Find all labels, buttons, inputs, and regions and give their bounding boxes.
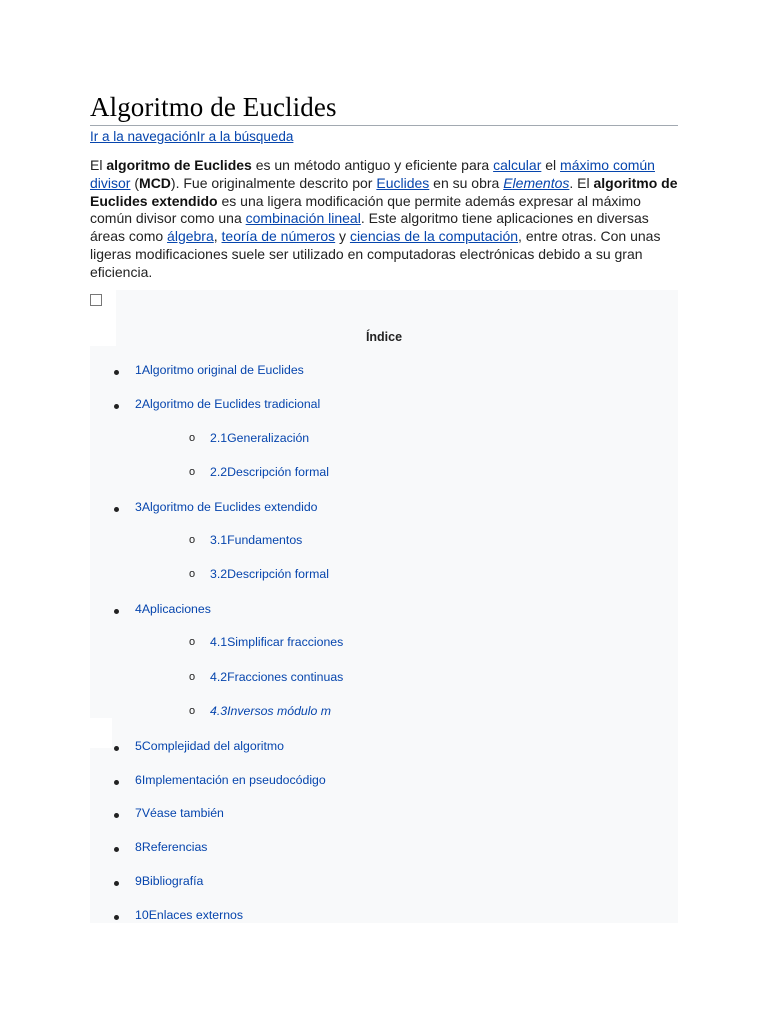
toc-entry[interactable]	[210, 533, 302, 547]
toc-bullet	[114, 813, 119, 818]
toc-entry-text: Algoritmo de Euclides extendido	[141, 500, 318, 514]
toc-bullet	[114, 847, 119, 852]
intro-bold-term: MCD	[139, 174, 171, 191]
toc-entry[interactable]	[135, 806, 224, 820]
toc-entry-text: Enlaces externos	[148, 908, 244, 922]
toc-entry[interactable]	[135, 739, 284, 753]
intro-text: ). Fue originalmente descrito por	[170, 174, 377, 191]
link-calcular[interactable]: calcular	[493, 157, 542, 173]
title-divider	[90, 125, 678, 126]
toc-sub-bullet: o	[189, 671, 196, 683]
toc-entry[interactable]	[210, 465, 329, 479]
intro-paragraph	[90, 157, 678, 282]
toc-entry-text: Referencias	[141, 840, 208, 854]
intro-bold-term: algoritmo de Euclides	[106, 157, 252, 173]
toc-entry[interactable]	[135, 773, 326, 787]
toc-entry[interactable]	[135, 840, 207, 854]
toc-bullet	[114, 915, 119, 920]
toc-entry-number: 2	[135, 397, 142, 411]
toc-entry[interactable]	[210, 635, 343, 649]
toc-bullet	[114, 609, 119, 614]
toc-bullet	[114, 507, 119, 512]
link-euclides[interactable]: Euclides	[376, 174, 430, 191]
intro-bold-term: algoritmo de Euclides extendido	[90, 174, 678, 209]
toc-entry-text: Implementación en pseudocódigo	[141, 773, 326, 787]
toc-entry-number: 5	[135, 739, 142, 753]
intro-text: (	[130, 174, 140, 191]
toc-entry[interactable]	[135, 874, 203, 888]
toc-entry-text: Aplicaciones	[141, 602, 211, 616]
toc-entry-text: Véase también	[141, 806, 224, 820]
toc-entry-number: 4.2	[210, 670, 228, 684]
intro-text: es una ligera modificación que permite además expresar al máximo común divisor como una	[90, 192, 641, 227]
jump-to-navigation-link[interactable]: Ir a la navegación	[90, 129, 197, 144]
intro-text: . El	[569, 174, 594, 191]
toc-sub-bullet: o	[189, 432, 196, 444]
toc-entry[interactable]	[210, 431, 309, 445]
toc-sub-bullet: o	[189, 568, 196, 580]
toc-entry-text: Algoritmo de Euclides tradicional	[141, 397, 321, 411]
toc-entry-number: 2.2	[210, 465, 228, 479]
toc-entry-text: Inversos módulo m	[227, 704, 331, 718]
link-combinacion-lineal[interactable]: combinación lineal	[245, 210, 361, 227]
jump-links	[90, 129, 293, 144]
page-title: Algoritmo de Euclides	[90, 92, 337, 122]
link-teoria-de-numeros[interactable]: teoría de números	[221, 228, 336, 245]
link-maximo-comun-divisor[interactable]: máximo común divisor	[90, 157, 655, 191]
toc-entry-text: Descripción formal	[227, 465, 329, 479]
jump-to-search-link[interactable]: Ir a la búsqueda	[196, 129, 294, 144]
toc-entry-number: 10	[135, 908, 149, 922]
intro-text: ,	[213, 228, 222, 245]
intro-text: es un método antiguo y eficiente para	[251, 157, 494, 173]
toc-entry[interactable]	[135, 363, 304, 377]
toc-entry-number: 3.2	[210, 567, 228, 581]
toc-bullet	[114, 404, 119, 409]
toc-entry-number: 9	[135, 874, 142, 888]
toc-entry[interactable]	[135, 397, 320, 411]
intro-text: y	[335, 228, 350, 245]
toc-entry-text: Fundamentos	[227, 533, 303, 547]
toc-entry-number: 8	[135, 840, 142, 854]
toc-entry[interactable]	[135, 602, 211, 616]
toc-sub-bullet: o	[189, 705, 196, 717]
toc-gap	[90, 718, 112, 748]
intro-text: en su obra	[429, 174, 504, 191]
toc-entry-text: Descripción formal	[227, 567, 329, 581]
toc-bullet	[114, 370, 119, 375]
intro-text: , entre otras. Con unas ligeras modificaciones suele ser utilizado en computadoras electrónicas debido a su gran eficiencia.	[90, 228, 661, 280]
toc-entry-text: Generalización	[227, 431, 310, 445]
toc-bullet	[114, 746, 119, 751]
intro-text: el	[541, 157, 561, 173]
toc-entry-number: 7	[135, 806, 142, 820]
toc-bullet	[114, 881, 119, 886]
toc-entry-number: 2.1	[210, 431, 228, 445]
toc-sub-bullet: o	[189, 466, 196, 478]
toc-entry[interactable]	[210, 670, 343, 684]
toc-entry-text: Complejidad del algoritmo	[141, 739, 285, 753]
link-algebra[interactable]: álgebra	[167, 228, 214, 245]
toc-entry-text: Fracciones continuas	[227, 670, 344, 684]
toc-entry-number: 3	[135, 500, 142, 514]
toc-entry[interactable]	[210, 704, 331, 718]
toc-bullet	[114, 780, 119, 785]
toc-title: Índice	[365, 330, 403, 344]
toc-entry-number: 4	[135, 602, 142, 616]
toc-sub-bullet: o	[189, 534, 196, 546]
toc-sub-bullet: o	[189, 636, 196, 648]
link-elementos[interactable]: Elementos	[503, 174, 570, 191]
intro-text: El	[90, 157, 107, 173]
toc-toggle-checkbox[interactable]	[90, 294, 102, 306]
toc-entry-text: Algoritmo original de Euclides	[141, 363, 304, 377]
toc-entry-number: 4.1	[210, 635, 228, 649]
toc-entry-number: 3.1	[210, 533, 228, 547]
toc-entry-number: 6	[135, 773, 142, 787]
toc-entry[interactable]	[135, 908, 243, 922]
toc-entry[interactable]	[210, 567, 329, 581]
toc-entry-text: Simplificar fracciones	[227, 635, 344, 649]
toc-entry[interactable]	[135, 500, 318, 514]
intro-text: . Este algoritmo tiene aplicaciones en diversas áreas como	[90, 210, 649, 245]
link-ciencias-de-la-computacion[interactable]: ciencias de la computación	[349, 228, 519, 245]
toc-entry-number: 4.3	[210, 704, 228, 718]
toc-entry-text: Bibliografía	[141, 874, 204, 888]
toc-entry-number: 1	[135, 363, 142, 377]
